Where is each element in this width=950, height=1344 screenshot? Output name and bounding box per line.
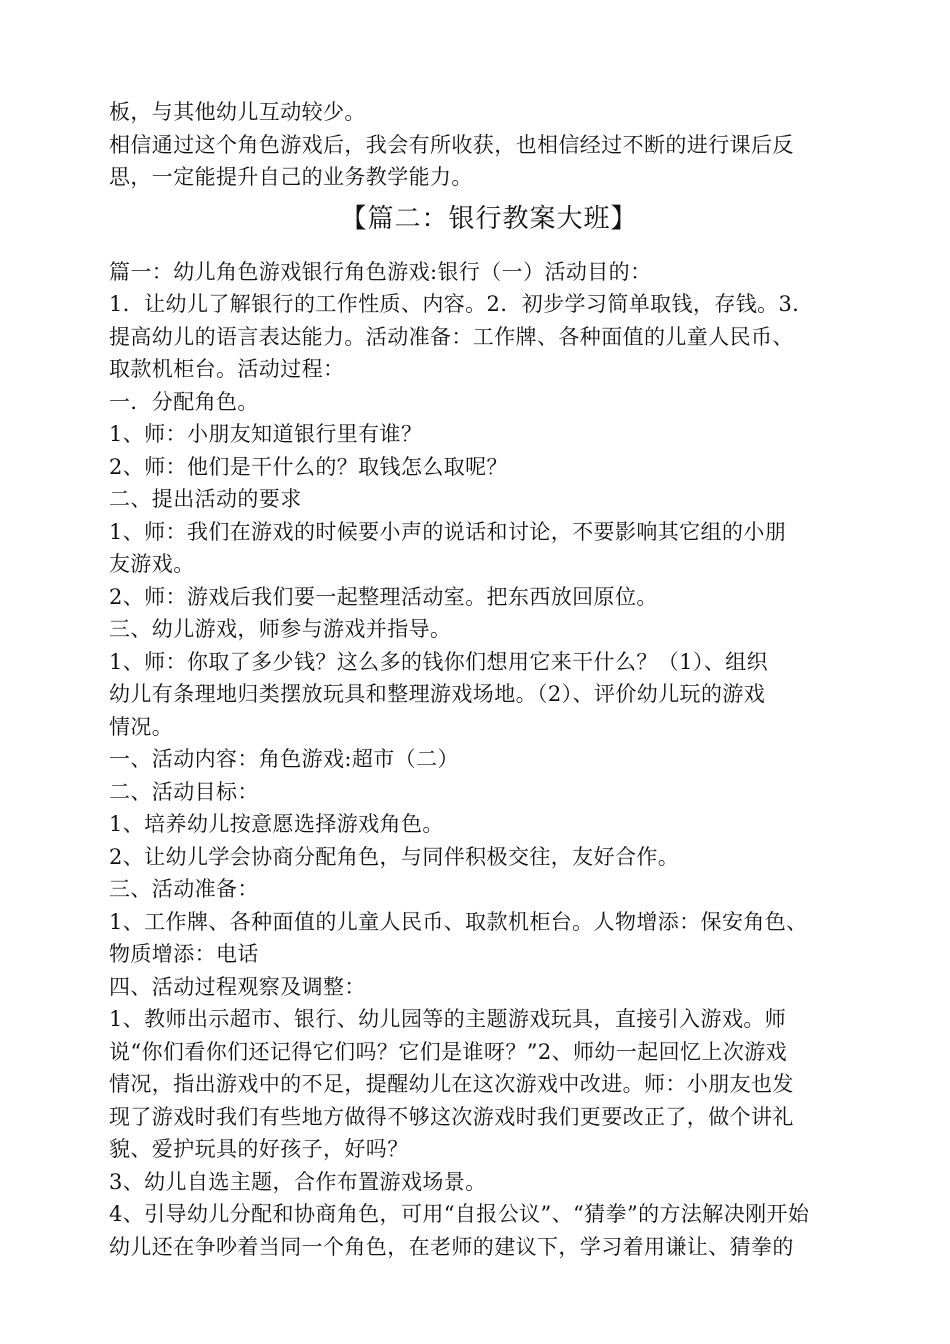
text-line: 友游戏。: [109, 552, 195, 576]
text-line: 幼儿有条理地归类摆放玩具和整理游戏场地。（2）、评价幼儿玩的游戏: [109, 682, 766, 706]
text-line: 一、活动内容：角色游戏:超市（二）: [109, 747, 459, 771]
text-line: 1、师：小朋友知道银行里有谁？: [109, 422, 423, 446]
text-line: 说“你们看你们还记得它们吗？它们是谁呀？”2、师幼一起回忆上次游戏: [109, 1039, 788, 1064]
text-line: 1、师：我们在游戏的时候要小声的说话和讨论，不要影响其它组的小朋: [109, 519, 787, 544]
text-line: 1、培养幼儿按意愿选择游戏角色。: [109, 812, 444, 836]
text-line: 4、引导幼儿分配和协商角色，可用“自报公议”、“猜拳”的方法解决刚开始: [109, 1202, 810, 1226]
section-title: 【篇二：银行教案大班】: [340, 203, 638, 234]
text-line: 二、活动目标：: [109, 779, 259, 804]
text-line: 相信通过这个角色游戏后，我会有所收获，也相信经过不断的进行课后反: [109, 132, 794, 157]
text-line: 1、工作牌、各种面值的儿童人民币、取款机柜台。人物增添：保安角色、: [109, 909, 808, 934]
text-line: 2、师：游戏后我们要一起整理活动室。把东西放回原位。: [109, 584, 658, 609]
text-line: 1．让幼儿了解银行的工作性质、内容。2．初步学习简单取钱，存钱。3．: [109, 292, 814, 316]
text-line: 提高幼儿的语言表达能力。活动准备：工作牌、各种面值的儿童人民币、: [109, 324, 794, 349]
text-line: 四、活动过程观察及调整：: [109, 974, 366, 999]
text-line: 三、幼儿游戏，师参与游戏并指导。: [109, 617, 452, 641]
text-line: 情况，指出游戏中的不足，提醒幼儿在这次游戏中改进。师：小朋友也发: [109, 1072, 794, 1096]
text-line: 幼儿还在争吵着当同一个角色，在老师的建议下，学习着用谦让、猜拳的: [109, 1234, 794, 1259]
text-line: 貌、爱护玩具的好孩子，好吗？: [109, 1137, 409, 1161]
text-line: 情况。: [109, 714, 174, 739]
text-line: 三、活动准备：: [109, 877, 259, 901]
text-line: 物质增添：电话: [109, 942, 259, 966]
text-line: 篇一：幼儿角色游戏银行角色游戏:银行（一）活动目的：: [109, 259, 652, 284]
text-line: 1、教师出示超市、银行、幼儿园等的主题游戏玩具，直接引入游戏。师: [109, 1007, 787, 1031]
text-line: 2、师：他们是干什么的？取钱怎么取呢？: [109, 454, 508, 479]
text-line: 二、提出活动的要求: [109, 487, 302, 511]
text-line: 取款机柜台。活动过程：: [109, 357, 345, 381]
text-line: 2、让幼儿学会协商分配角色，与同伴积极交往，友好合作。: [109, 844, 680, 869]
text-line: 思，一定能提升自己的业务教学能力。: [109, 165, 473, 189]
text-line: 1、师：你取了多少钱？这么多的钱你们想用它来干什么？（1）、组织: [109, 649, 769, 674]
text-line: 板，与其他幼儿互动较少。: [109, 100, 366, 124]
text-line: 3、幼儿自选主题，合作布置游戏场景。: [109, 1169, 487, 1194]
document-body: [109, 96, 869, 1263]
text-line: 一．分配角色。: [109, 389, 259, 414]
text-line: 现了游戏时我们有些地方做得不够这次游戏时我们更要改正了，做个讲礼: [109, 1104, 794, 1129]
